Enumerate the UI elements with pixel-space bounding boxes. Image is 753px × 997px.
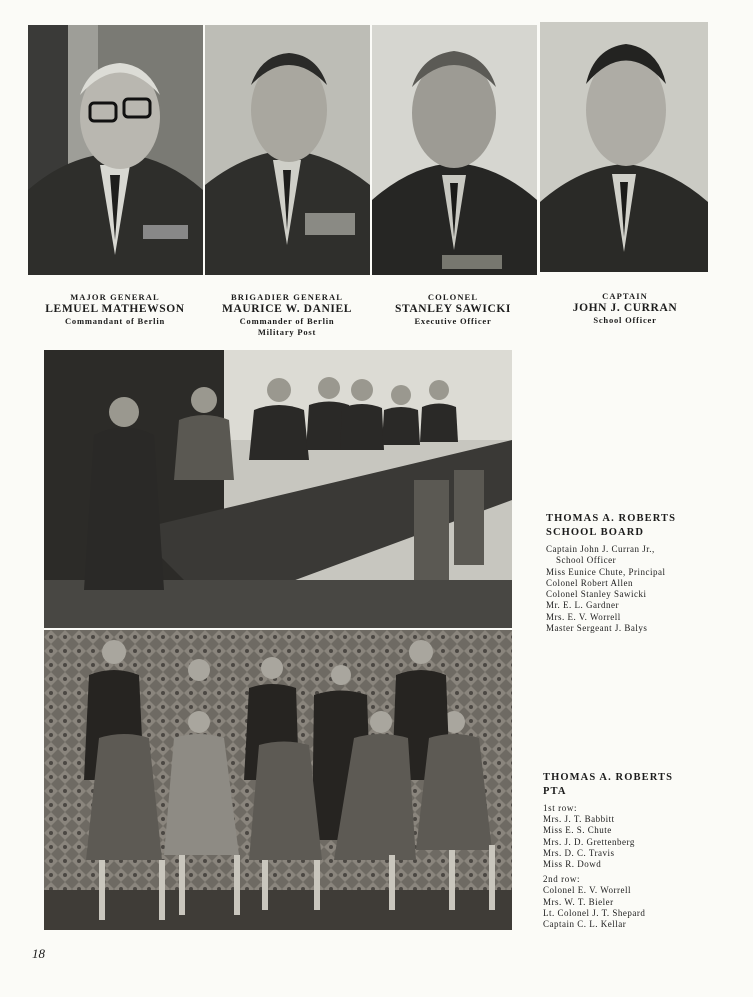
officer-name: JOHN J. CURRAN (572, 302, 678, 314)
row-label: 2nd row: (543, 874, 581, 885)
school-board-caption (546, 512, 746, 634)
school-board-title (546, 512, 746, 540)
officer-role: School Officer (593, 315, 657, 325)
list-item: Mrs. W. T. Bieler (543, 896, 614, 907)
row-label: 1st row: (543, 803, 578, 813)
pta-photo (44, 630, 512, 930)
list-item: Miss R. Dowd (543, 859, 602, 870)
pta-caption (543, 771, 743, 931)
portrait-sawicki (372, 25, 537, 275)
portrait-daniel (205, 25, 370, 275)
page-number: 18 (32, 946, 45, 961)
list-item: Colonel E. V. Worrell (543, 885, 632, 896)
title-line: PTA (543, 786, 567, 797)
list-item: Miss E. S. Chute (543, 825, 612, 836)
list-item: Mrs. E. V. Worrell (546, 611, 621, 622)
caption-sawicki (368, 292, 538, 327)
list-item: Mrs. J. T. Babbitt (543, 814, 615, 824)
list-item: Colonel Stanley Sawicki (546, 589, 647, 600)
title-line: SCHOOL BOARD (546, 527, 645, 538)
list-item: Master Sergeant J. Balys (546, 623, 648, 634)
caption-curran (540, 291, 710, 326)
pta-title (543, 771, 743, 799)
list-item: Captain John J. Curran Jr., (546, 544, 655, 554)
portrait-curran (540, 22, 708, 272)
officer-role: Executive Officer (414, 316, 492, 326)
list-item: Captain C. L. Kellar (543, 919, 627, 930)
list-item: Lt. Colonel J. T. Shepard (543, 908, 646, 919)
title-line: THOMAS A. ROBERTS (543, 772, 674, 783)
list-item: School Officer (556, 555, 617, 566)
officer-rank: BRIGADIER GENERAL (231, 292, 343, 302)
list-item: Mr. E. L. Gardner (546, 600, 619, 611)
school-board-photo (44, 350, 512, 628)
officer-role: Commander of Berlin (239, 316, 335, 326)
caption-mathewson (30, 292, 200, 327)
officer-name: STANLEY SAWICKI (394, 303, 512, 315)
caption-daniel (202, 292, 372, 338)
officer-role: Military Post (257, 327, 317, 337)
pta-row1 (543, 814, 743, 870)
title-line: THOMAS A. ROBERTS (546, 513, 677, 524)
pta-row2 (543, 885, 743, 930)
officer-rank: MAJOR GENERAL (70, 292, 160, 302)
list-item: Mrs. D. C. Travis (543, 847, 615, 858)
officer-role: Commandant of Berlin (64, 316, 166, 326)
officer-name: MAURICE W. DANIEL (221, 303, 352, 315)
officer-name: LEMUEL MATHEWSON (45, 303, 185, 315)
school-board-members (546, 544, 746, 634)
list-item: Miss Eunice Chute, Principal (546, 566, 666, 577)
list-item: Colonel Robert Allen (546, 577, 633, 588)
list-item: Mrs. J. D. Grettenberg (543, 836, 635, 847)
officer-rank: CAPTAIN (602, 291, 648, 301)
portrait-mathewson (28, 25, 203, 275)
officer-rank: COLONEL (427, 292, 479, 302)
